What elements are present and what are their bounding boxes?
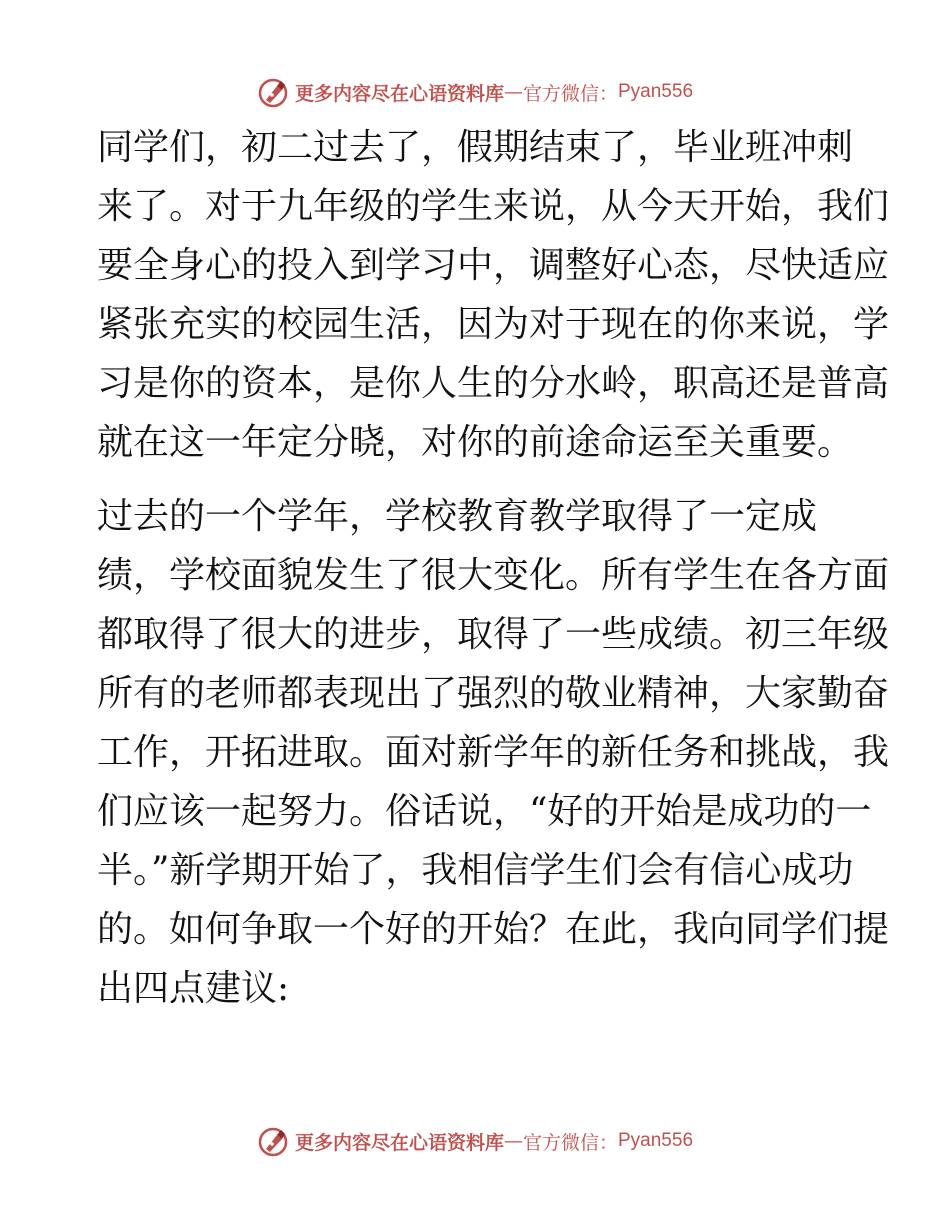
header-separator: — <box>503 81 523 103</box>
text-line: 习是你的资本，是你人生的分水岭，职高还是普高 <box>97 363 890 404</box>
pen-nib-logo-icon <box>257 1125 289 1157</box>
text-line: 半。”新学期开始了，我相信学生们会有信心成功 <box>97 850 854 891</box>
text-line: 出四点建议: <box>97 968 290 1009</box>
header-banner <box>0 72 950 112</box>
paragraph-2 <box>97 487 890 1018</box>
text-line: 要全身心的投入到学习中，调整好心态，尽快适应 <box>97 245 890 286</box>
text-line: 的。如何争取一个好的开始？在此，我向同学们提 <box>97 909 890 950</box>
text-line: 紧张充实的校园生活，因为对于现在的你来说，学 <box>97 304 890 345</box>
text-line: 过去的一个学年，学校教育教学取得了一定成 <box>97 496 818 537</box>
footer-separator: — <box>503 1130 523 1152</box>
header-site-text: 更多内容尽在心语资料库 <box>294 82 504 105</box>
footer-site-text: 更多内容尽在心语资料库 <box>294 1131 504 1154</box>
footer-wechat-label: 官方微信： <box>522 1131 618 1154</box>
header-wechat-label: 官方微信： <box>522 82 618 105</box>
text-line: 工作，开拓进取。面对新学年的新任务和挑战，我 <box>97 732 890 773</box>
text-line: 就在这一年定分晓，对你的前途命运至关重要。 <box>97 422 854 463</box>
footer-banner <box>0 1121 950 1161</box>
header-wechat-id: Pyan556 <box>618 81 694 102</box>
text-line: 所有的老师都表现出了强烈的敬业精神，大家勤奋 <box>97 673 890 714</box>
text-line: 们应该一起努力。俗话说，“好的开始是成功的一 <box>97 791 872 832</box>
paragraph-1 <box>97 118 890 472</box>
text-line: 来了。对于九年级的学生来说，从今天开始，我们 <box>97 186 890 227</box>
document-body <box>97 118 890 1018</box>
footer-wechat-id: Pyan556 <box>618 1130 694 1151</box>
pen-nib-logo-icon <box>257 76 289 108</box>
text-line: 绩，学校面貌发生了很大变化。所有学生在各方面 <box>97 555 890 596</box>
text-line: 同学们，初二过去了，假期结束了，毕业班冲刺 <box>97 127 854 168</box>
text-line: 都取得了很大的进步，取得了一些成绩。初三年级 <box>97 614 890 655</box>
